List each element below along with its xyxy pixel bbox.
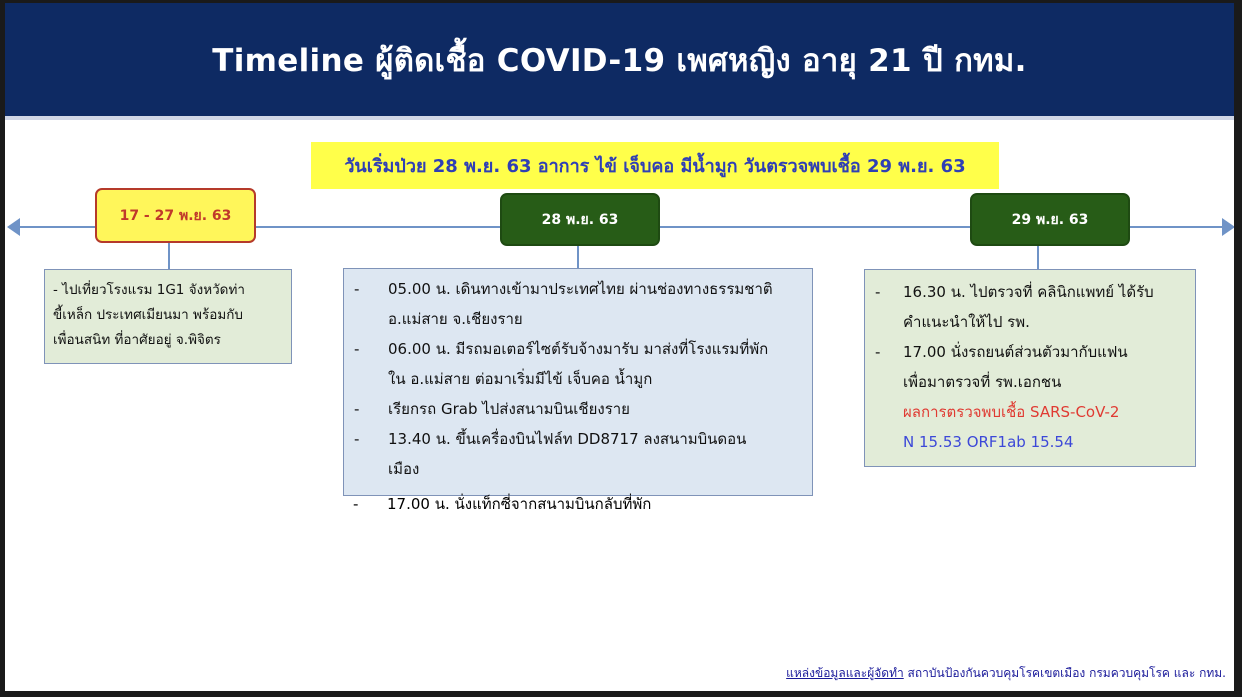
bullet-dash: - [875,283,881,301]
header-divider [5,116,1234,120]
event-text: เมือง [388,460,420,478]
event-text: 05.00 น. เดินทางเข้ามาประเทศไทย ผ่านช่องทางธรรมชาติ [388,280,773,298]
page-title: Timeline ผู้ติดเชื้อ COVID-19 เพศหญิง อายุ 21 ปี กทม. [212,42,1027,79]
list-item [865,367,1195,397]
date-box-17-27: 17 - 27 พ.ย. 63 [95,188,256,243]
bullet-dash: - [354,340,360,358]
list-item [344,424,944,454]
list-item [344,364,944,394]
event-text: - ไปเที่ยวโรงแรม 1G1 จังหวัดท่า [53,282,245,298]
list-item [344,304,944,334]
event-text: เรียกรถ Grab ไปส่งสนามบินเชียงราย [388,400,630,418]
source-footer [786,664,1226,683]
event-text: 17.00 นั่งรถยนต์ส่วนตัวมากับแฟน [903,343,1128,361]
event-box-3 [864,269,1196,467]
connector-1 [168,243,170,269]
date-box-29: 29 พ.ย. 63 [970,193,1130,246]
event-text: 13.40 น. ขึ้นเครื่องบินไฟล์ท DD8717 ลงสนามบินดอน [388,430,747,448]
event-text: เพื่อนสนิท ที่อาศัยอยู่ จ.พิจิตร [53,332,221,348]
summary-banner: วันเริ่มป่วย 28 พ.ย. 63 อาการ ไข้ เจ็บคอ มีน้ำมูก วันตรวจพบเชื้อ 29 พ.ย. 63 [311,142,999,189]
list-item [344,274,944,304]
event-text: ใน อ.แม่สาย ต่อมาเริ่มมีไข้ เจ็บคอ น้ำมูก [388,370,653,388]
bullet-dash: - [353,495,359,513]
source-text: สถาบันป้องกันควบคุมโรคเขตเมือง กรมควบคุมโรค และ กทม. [903,666,1226,680]
bullet-dash: - [354,280,360,298]
header-bar [5,3,1234,116]
event-text: 17.00 น. นั่งแท็กซี่จากสนามบินกลับที่พัก [387,495,652,513]
test-result-label: ผลการตรวจพบเชื้อ SARS-CoV-2 [903,403,1120,421]
list-item [344,334,944,364]
list-item [343,489,651,519]
event-text: อ.แม่สาย จ.เชียงราย [388,310,523,328]
test-result-values: N 15.53 ORF1ab 15.54 [903,433,1074,451]
event-box-1 [44,269,292,364]
arrow-left-icon [7,218,20,236]
bullet-dash: - [354,430,360,448]
date-box-28: 28 พ.ย. 63 [500,193,660,246]
arrow-right-icon [1222,218,1234,236]
event-text: คำแนะนำให้ไป รพ. [903,313,1030,331]
list-item [865,277,1195,307]
list-item [344,394,944,424]
source-label: แหล่งข้อมูลและผู้จัดทำ [786,666,904,680]
event-list [344,274,944,484]
bullet-dash: - [354,400,360,418]
event-text: 06.00 น. มีรถมอเตอร์ไซต์รับจ้างมารับ มาส่งที่โรงแรมที่พัก [388,340,769,358]
connector-2 [577,246,579,268]
connector-3 [1037,246,1039,269]
event-text: 16.30 น. ไปตรวจที่ คลินิกแพทย์ ได้รับ [903,283,1154,301]
list-item [344,454,944,484]
event-box-2 [343,268,813,496]
event-text: ขี้เหล็ก ประเทศเมียนมา พร้อมกับ [53,307,243,323]
slide [5,3,1234,691]
list-item [865,337,1195,367]
list-item [865,307,1195,337]
bullet-dash: - [875,343,881,361]
event-text: เพื่อมาตรวจที่ รพ.เอกชน [903,373,1062,391]
